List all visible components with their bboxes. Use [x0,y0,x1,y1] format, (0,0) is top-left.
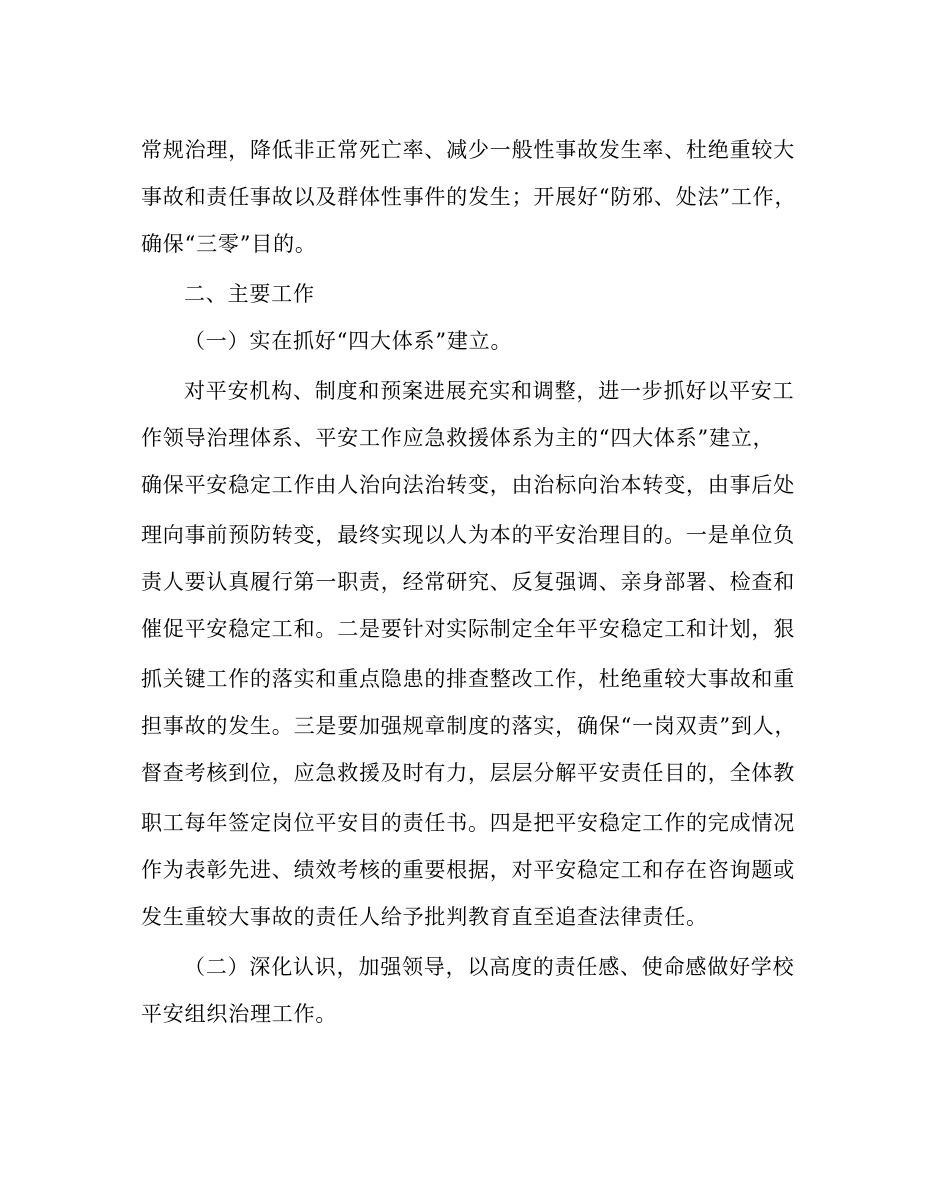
paragraph-line: 事故和责任事故以及群体性事件的发生；开展好“防邪、处法”工作， [141,185,797,209]
paragraph-line: 确保平安稳定工作由人治向法治转变，由治标向治本转变，由事后处 [141,473,795,497]
paragraph-line: 抓关键工作的落实和重点隐患的排查整改工作，杜绝重较大事故和重 [141,667,795,691]
paragraph-line: 对平安机构、制度和预案进展充实和调整，进一步抓好以平安工 [184,379,795,403]
subsection-heading: （一）实在抓好“四大体系”建立。 [184,329,513,353]
paragraph-line: 催促平安稳定工和。二是要针对实际制定全年平安稳定工和计划，狠 [141,617,795,641]
paragraph-line: 平安组织治理工作。 [141,1002,338,1026]
subsection-heading: （二）深化认识，加强领导，以高度的责任感、使命感做好学校 [184,955,795,979]
paragraph-line: 作为表彰先进、绩效考核的重要根据，对平安稳定工和存在咨询题或 [141,858,795,882]
paragraph-line: 职工每年签定岗位平安目的责任书。四是把平安稳定工作的完成情况 [141,811,795,835]
paragraph-line: 确保“三零”目的。 [141,232,317,256]
paragraph-line: 理向事前预防转变，最终实现以人为本的平安治理目的。一是单位负 [141,523,795,547]
paragraph-line: 督查考核到位，应急救援及时有力，层层分解平安责任目的，全体教 [141,761,795,785]
paragraph-line: 常规治理，降低非正常死亡率、减少一般性事故发生率、杜绝重较大 [141,138,795,162]
paragraph-line: 发生重较大事故的责任人给予批判教育直至追查法律责任。 [141,905,708,929]
section-heading: 二、主要工作 [184,282,315,306]
paragraph-line: 担事故的发生。三是要加强规章制度的落实，确保“一岗双责”到人， [141,714,797,738]
paragraph-line: 责人要认真履行第一职责，经常研究、反复强调、亲身部署、检查和 [141,570,795,594]
paragraph-line: 作领导治理体系、平安工作应急救援体系为主的“四大体系”建立， [141,426,775,450]
